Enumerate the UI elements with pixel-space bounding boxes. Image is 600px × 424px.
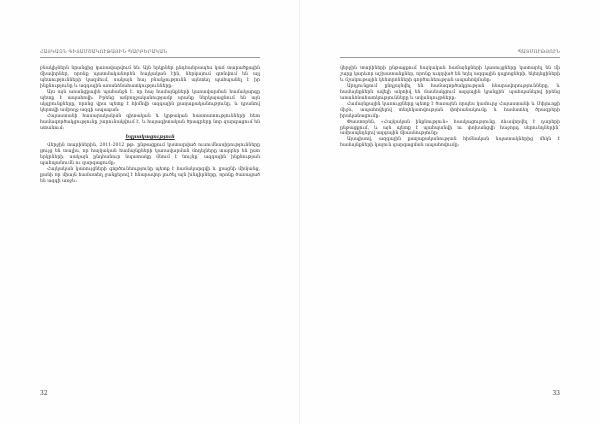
paragraph: վերջին տարիների ընթացքում հայկական համայնքների կառույցները կատարել են մի շարք կարևոր աշխատանքներ, որոնք ուղղված են եղել ազգային դպրոցների, եկեղեցիների և մշակութային կենտրոնների գործունեության ապահովմանը:	[340, 66, 560, 83]
right-header-rule	[340, 57, 560, 58]
paragraph: Հայաստանի հասարակական գիտական և կրթական հաստատությունների հետ համագործակցությունը շարունակվում է, և հայագիտական ծրագրերը նոր զարգացում են ստանում:	[40, 113, 260, 131]
paragraph: բնակիչներն նրանցից կառավարվում են: Այն երկրներ ընդհանրապես կամ տարածքային միավորներ, որոնք պատմականորեն հայկական էին, ներկայում գտնվում են այլ պետությունների կազմում, սակայն հայ բնակչությունն այնտեղ պահպանել է իր ինքնությունը և ազգային առանձնահատկությունները:	[40, 66, 260, 89]
right-body-text	[340, 66, 560, 149]
paragraph: Հայկական կառույցների գործունեությունը պետք է համակարգվի և լրացնի միմյանց, քանի որ միայն համատեղ ջանքերով է հնարավոր լուծել այն խնդիրները, որոնք ծառացած են ազգի առջև:	[40, 167, 260, 185]
paragraph: Արդյունքում ընդլայնվել են համագործակցության հնարավորությունները, և համայնքներն ավելի ակտիվ են մասնակցում ազգային կյանքին՝ պահպանելով իրենց առանձնահատկությունները և ավանդույթները:	[340, 83, 560, 101]
left-running-head: ՀԱՅԿԱԶՆ ԳԻՏԱՄՇԱԿՈՒԹԱՅԻՆ ՊԱՐԲԵՐԱԿԱՆ	[40, 50, 168, 55]
right-running-head: ՊԱՏՄՈՒԹՅՈՒՆ	[517, 50, 560, 55]
left-header-rule	[40, 57, 260, 58]
left-page-number: 32	[40, 390, 48, 397]
right-page-number: 33	[552, 390, 560, 397]
paragraph: Համայնքային կառույցները պետք է ծառայեն որպես կամուրջ Հայաստանի և Սփյուռքի միջև, ապահովելով տեղեկատվության փոխանակումը և համատեղ ծրագրերի իրականացումը:	[340, 101, 560, 119]
paragraph: Այսպիսով, ազգային քաղաքականության հիմնական նպատակներից մեկն է համայնքների կայուն զարգացման ապահովումը:	[340, 137, 560, 149]
subheading: Եզրակացություն	[125, 134, 175, 141]
paragraph: Այս այն առանցքային պահանջն է, որ հայ համայնքների կառավարման համակարգը պետք է ապահովի: Իրենց ամբողջականությամբ սրանք ներկայացնում են այն սկզբունքները, որոնց վրա պետք է հիմնվի ազգային քաղաքականությունը, և դրանով կերտվի ամբողջ ազգի ապագան:	[40, 89, 260, 113]
left-body-text	[40, 66, 260, 185]
paragraph: Փաստորեն, «Հայկական ինքնություն» հասկացությունը ձևավորվել է դարերի ընթացքում, և այն պետք է պահպանվի ու փոխանցվի հաջորդ սերունդներին՝ ամրապնդելով ազգային միասնությունը:	[340, 119, 560, 137]
paragraph: Վերջին տարիներին, 2011-2012 թթ. ընթացքում կատարված ուսումնասիրությունները ցույց են տալիս, որ հայկական համայնքների կառավարման մոդելները տարբեր են ըստ երկրների, սակայն ընդհանուր նպատակը մնում է նույնը՝ ազգային ինքնության պահպանումն ու զարգացումը:	[40, 143, 260, 167]
right-page	[300, 0, 600, 424]
